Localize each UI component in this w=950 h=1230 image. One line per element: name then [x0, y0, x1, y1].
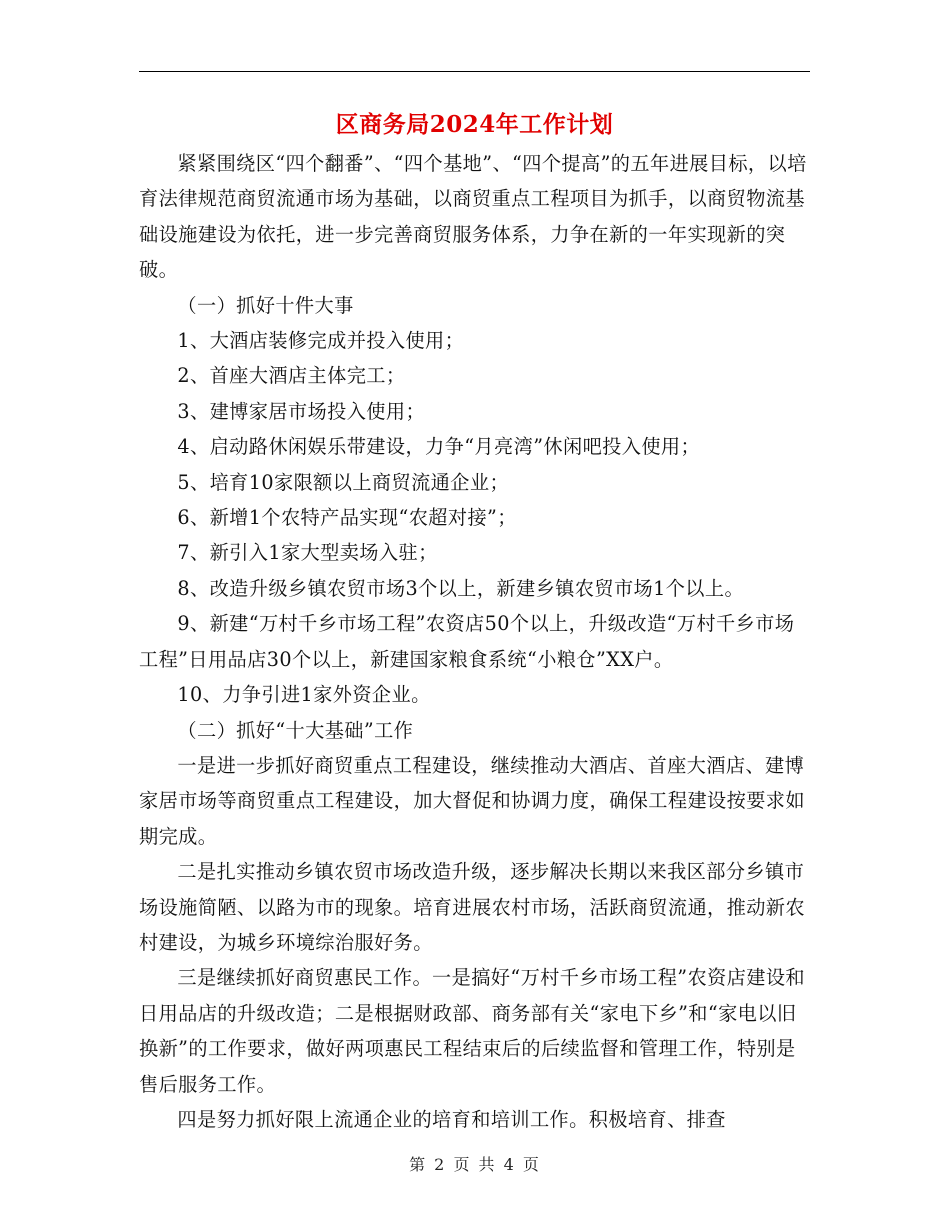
list-item: 1、大酒店装修完成并投入使用； — [177, 329, 465, 353]
section-heading-1: （一）抓好十件大事 — [177, 293, 354, 317]
paragraph: 三是继续抓好商贸惠民工作。一是搞好“万村千乡市场工程”农资店建设和日用品店的升级改造；二是根据财政部、商务部有关“家电下乡”和“家电以旧换新”的工作要求，做好两项惠民工程结束后的后续监督和管理工作，特别是售后服务工作。 — [139, 966, 806, 1096]
paragraph-intro: 紧紧围绕区“四个翻番”、“四个基地”、“四个提高”的五年进展目标，以培育法律规范商贸流通市场为基础，以商贸重点工程项目为抓手，以商贸物流基础设施建设为依托，进一步完善商贸服务体系，力争在新的一年实现新的突破。 — [139, 152, 807, 282]
list-item: 4、启动路休闲娱乐带建设，力争“月亮湾”休闲吧投入使用； — [177, 435, 701, 459]
paragraph: 二是扎实推动乡镇农贸市场改造升级，逐步解决长期以来我区部分乡镇市场设施简陋、以路为市的现象。培育进展农村市场，活跃商贸流通，推动新农村建设，为城乡环境综治服好务。 — [139, 860, 805, 954]
document-body — [139, 146, 810, 1137]
section-heading-2: （二）抓好“十大基础”工作 — [177, 718, 414, 742]
list-item: 9、新建“万村千乡市场工程”农资店50个以上，升级改造“万村千乡市场工程”日用品店30个以上，新建国家粮食系统“小粮仓”XX户。 — [139, 612, 795, 671]
list-item: 2、首座大酒店主体完工； — [177, 364, 406, 388]
header-rule — [139, 71, 810, 72]
list-item: 3、建博家居市场投入使用； — [177, 399, 426, 423]
list-item: 5、培育10家限额以上商贸流通企业； — [177, 470, 510, 494]
list-item: 10、力争引进1家外资企业。 — [177, 683, 431, 707]
list-item: 7、新引入1家大型卖场入驻； — [177, 541, 438, 565]
document-title: 区商务局2024年工作计划 — [335, 111, 614, 138]
list-item: 6、新增1个农特产品实现“农超对接”； — [177, 506, 517, 530]
paragraph: 一是进一步抓好商贸重点工程建设，继续推动大酒店、首座大酒店、建博家居市场等商贸重点工程建设，加大督促和协调力度，确保工程建设按要求如期完成。 — [139, 753, 805, 848]
page-footer: 第 2 页 共 4 页 — [409, 1155, 541, 1174]
paragraph: 四是努力抓好限上流通企业的培育和培训工作。积极培育、排查 — [177, 1107, 726, 1131]
list-item: 8、改造升级乡镇农贸市场3个以上，新建乡镇农贸市场1个以上。 — [177, 576, 745, 600]
